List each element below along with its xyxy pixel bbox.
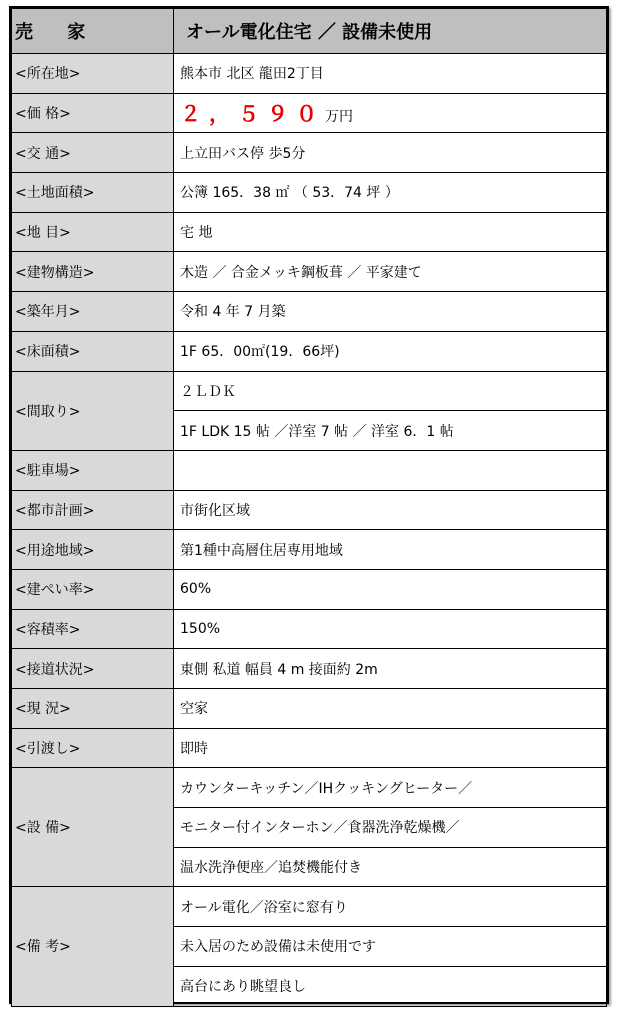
value-handover: 即時 xyxy=(174,728,607,768)
row-structure xyxy=(12,252,607,292)
label-price: <価 格> xyxy=(12,93,174,133)
row-layout xyxy=(12,371,607,411)
value-layout-1: ２ＬＤＫ xyxy=(174,371,607,411)
value-coverage: 60% xyxy=(174,569,607,609)
property-sheet xyxy=(9,6,609,1004)
value-remarks-2: 未入居のため設備は未使用です xyxy=(174,927,607,967)
value-transport: 上立田バス停 歩5分 xyxy=(174,133,607,173)
value-road: 東側 私道 幅員 4 m 接面約 2m xyxy=(174,649,607,689)
value-parking xyxy=(174,450,607,490)
label-equipment: <設 備> xyxy=(12,768,174,887)
value-status: 空家 xyxy=(174,689,607,729)
row-land-category xyxy=(12,212,607,252)
value-zoning: 第1種中高層住居専用地域 xyxy=(174,530,607,570)
row-coverage xyxy=(12,569,607,609)
value-price xyxy=(174,93,607,133)
price-amount: ２，５９０ xyxy=(180,102,325,127)
row-city-planning xyxy=(12,490,607,530)
header-title: オール電化住宅 ／ 設備未使用 xyxy=(174,9,607,54)
label-parking: <駐車場> xyxy=(12,450,174,490)
label-transport: <交 通> xyxy=(12,133,174,173)
label-far: <容積率> xyxy=(12,609,174,649)
value-remarks-3: 高台にあり眺望良し xyxy=(174,966,607,1006)
value-structure: 木造 ／ 合金メッキ鋼板葺 ／ 平家建て xyxy=(174,252,607,292)
value-land-category: 宅 地 xyxy=(174,212,607,252)
row-built xyxy=(12,292,607,332)
row-status xyxy=(12,689,607,729)
value-far: 150% xyxy=(174,609,607,649)
row-floor-area xyxy=(12,331,607,371)
row-remarks xyxy=(12,887,607,927)
row-land-area xyxy=(12,173,607,213)
row-far xyxy=(12,609,607,649)
label-layout: <間取り> xyxy=(12,371,174,450)
property-table xyxy=(11,8,607,1007)
row-transport xyxy=(12,133,607,173)
label-land-area: <土地面積> xyxy=(12,173,174,213)
value-equipment-3: 温水洗浄便座／追焚機能付き xyxy=(174,847,607,887)
header-row xyxy=(12,9,607,54)
row-handover xyxy=(12,728,607,768)
value-city-planning: 市街化区域 xyxy=(174,490,607,530)
value-layout-2: 1F LDK 15 帖 ／洋室 7 帖 ／ 洋室 6．1 帖 xyxy=(174,411,607,451)
price-unit: 万円 xyxy=(325,109,353,126)
row-price xyxy=(12,93,607,133)
row-equipment xyxy=(12,768,607,808)
label-floor-area: <床面積> xyxy=(12,331,174,371)
label-road: <接道状況> xyxy=(12,649,174,689)
label-remarks: <備 考> xyxy=(12,887,174,1006)
header-label: 売 家 xyxy=(12,9,174,54)
label-built: <築年月> xyxy=(12,292,174,332)
value-land-area: 公簿 165．38 ㎡ （ 53．74 坪 ） xyxy=(174,173,607,213)
label-structure: <建物構造> xyxy=(12,252,174,292)
value-floor-area: 1F 65．00㎡(19．66坪) xyxy=(174,331,607,371)
value-remarks-1: オール電化／浴室に窓有り xyxy=(174,887,607,927)
label-zoning: <用途地域> xyxy=(12,530,174,570)
row-zoning xyxy=(12,530,607,570)
label-status: <現 況> xyxy=(12,689,174,729)
row-parking xyxy=(12,450,607,490)
value-location: 熊本市 北区 龍田2丁目 xyxy=(174,54,607,94)
label-land-category: <地 目> xyxy=(12,212,174,252)
value-built: 令和 4 年 7 月築 xyxy=(174,292,607,332)
label-coverage: <建ぺい率> xyxy=(12,569,174,609)
row-location xyxy=(12,54,607,94)
label-handover: <引渡し> xyxy=(12,728,174,768)
value-equipment-2: モニター付インターホン／食器洗浄乾燥機／ xyxy=(174,808,607,848)
label-location: <所在地> xyxy=(12,54,174,94)
label-city-planning: <都市計画> xyxy=(12,490,174,530)
row-road xyxy=(12,649,607,689)
value-equipment-1: カウンターキッチン／IHクッキングヒーター／ xyxy=(174,768,607,808)
